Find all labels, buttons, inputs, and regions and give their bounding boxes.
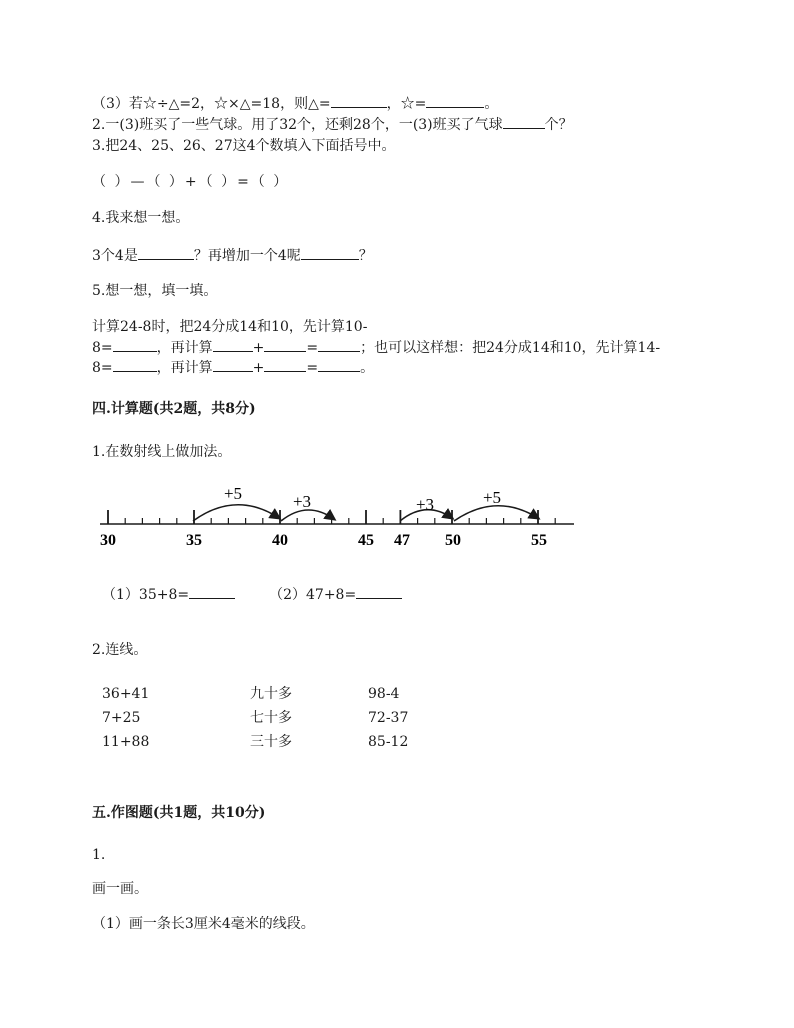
match-right-3[interactable]: 85-12 [368,734,409,750]
section-5-title: 五.作图题(共1题，共10分) [92,805,266,821]
q5-line3-equals: = [306,360,319,376]
q5-line3 [92,358,374,377]
match-middle-3[interactable]: 三十多 [250,734,292,750]
calc1-q2-blank[interactable] [356,585,402,599]
q5-line3-text-a: 8= [92,360,113,376]
q3-sub3-mid: ，☆= [386,96,427,112]
arc-plus5-second [454,506,538,521]
match-left-3[interactable]: 11+88 [102,734,150,750]
draw-question-number: 1. [92,847,106,863]
q5-line3-plus: + [252,360,265,376]
arc-label-plus3-first: +3 [292,492,312,511]
q4-line [92,246,373,265]
q5-blank-1[interactable] [113,338,157,352]
q5-line2-equals: = [306,340,319,356]
q5-blank-7[interactable] [264,358,306,372]
tick-label-35: 35 [186,532,202,549]
q5-line2-text-e: ；也可以这样想：把24分成14和10，先计算14- [360,340,661,356]
number-line-diagram [92,478,582,550]
section-4-title: 四.计算题(共2题，共8分) [92,401,256,417]
bracket-equation[interactable]: （ ）—（ ）+（ ）=（ ） [92,174,290,190]
match-left-1[interactable]: 36+41 [102,686,150,702]
q5-line2-text-a: 8= [92,340,113,356]
triangle-answer-blank[interactable] [331,94,387,108]
q4-mid: ？再增加一个4呢 [193,248,301,264]
match-middle-1[interactable]: 九十多 [250,686,292,702]
star-answer-blank[interactable] [426,94,484,108]
tick-label-40: 40 [272,532,288,549]
q5-line2 [92,338,660,357]
arc-label-plus5-second: +5 [482,488,502,507]
calc1-q1: （1）35+8= [102,587,190,603]
match-middle-2[interactable]: 七十多 [250,710,292,726]
tick-label-55: 55 [531,532,547,549]
arc-label-plus3-second: +3 [415,495,435,514]
q5-line3-text-b: ，再计算 [156,360,213,376]
calc1-answers [102,585,402,604]
arc-plus5-first [193,505,279,521]
q4-title: 4.我来想一想。 [92,210,190,226]
q2-end: 个？ [544,117,573,133]
q5-blank-4[interactable] [318,338,360,352]
tick-label-45: 45 [358,532,374,549]
tick-label-50: 50 [445,532,461,549]
q5-line3-text-e: 。 [360,360,375,376]
q4-blank-1[interactable] [138,246,194,260]
tick-label-30: 30 [100,532,116,549]
calc1-q2: （2）47+8= [269,587,357,603]
balloon-answer-blank[interactable] [503,115,545,129]
match-left-2[interactable]: 7+25 [102,710,141,726]
arc-label-plus5-first: +5 [223,484,243,503]
q5-blank-2[interactable] [213,338,253,352]
q5-line2-text-b: ，再计算 [156,340,213,356]
q5-blank-6[interactable] [213,358,253,372]
q5-blank-8[interactable] [318,358,360,372]
q5-blank-5[interactable] [113,358,157,372]
q3-sub3-pre: （3）若☆÷△=2，☆×△=18，则△= [92,96,331,112]
calc2-title: 2.连线。 [92,642,148,658]
q5-line2-plus: + [252,340,265,356]
draw-item-1: （1）画一条长3厘米4毫米的线段。 [92,916,315,932]
calc1-title: 1.在数射线上做加法。 [92,444,232,460]
q3-sub3-end: 。 [484,96,499,112]
q4-end: ？ [358,248,373,264]
q4-blank-2[interactable] [301,246,359,260]
q5-title: 5.想一想，填一填。 [92,283,218,299]
match-right-1[interactable]: 98-4 [368,686,400,702]
q5-line1: 计算24-8时，把24分成14和10，先计算10- [92,319,368,335]
arc-plus3-first [281,510,334,521]
q2-line [92,115,573,134]
draw-title: 画一画。 [92,881,148,897]
q3-title: 3.把24、25、26、27这4个数填入下面括号中。 [92,138,396,154]
calc1-q1-blank[interactable] [189,585,235,599]
q5-blank-3[interactable] [264,338,306,352]
tick-label-47: 47 [394,532,410,549]
q4-pre: 3个4是 [92,248,138,264]
q2-text: 2.一(3)班买了一些气球。用了32个，还剩28个，一(3)班买了气球 [92,117,503,133]
match-right-2[interactable]: 72-37 [368,710,409,726]
q3-sub3-line [92,94,498,113]
